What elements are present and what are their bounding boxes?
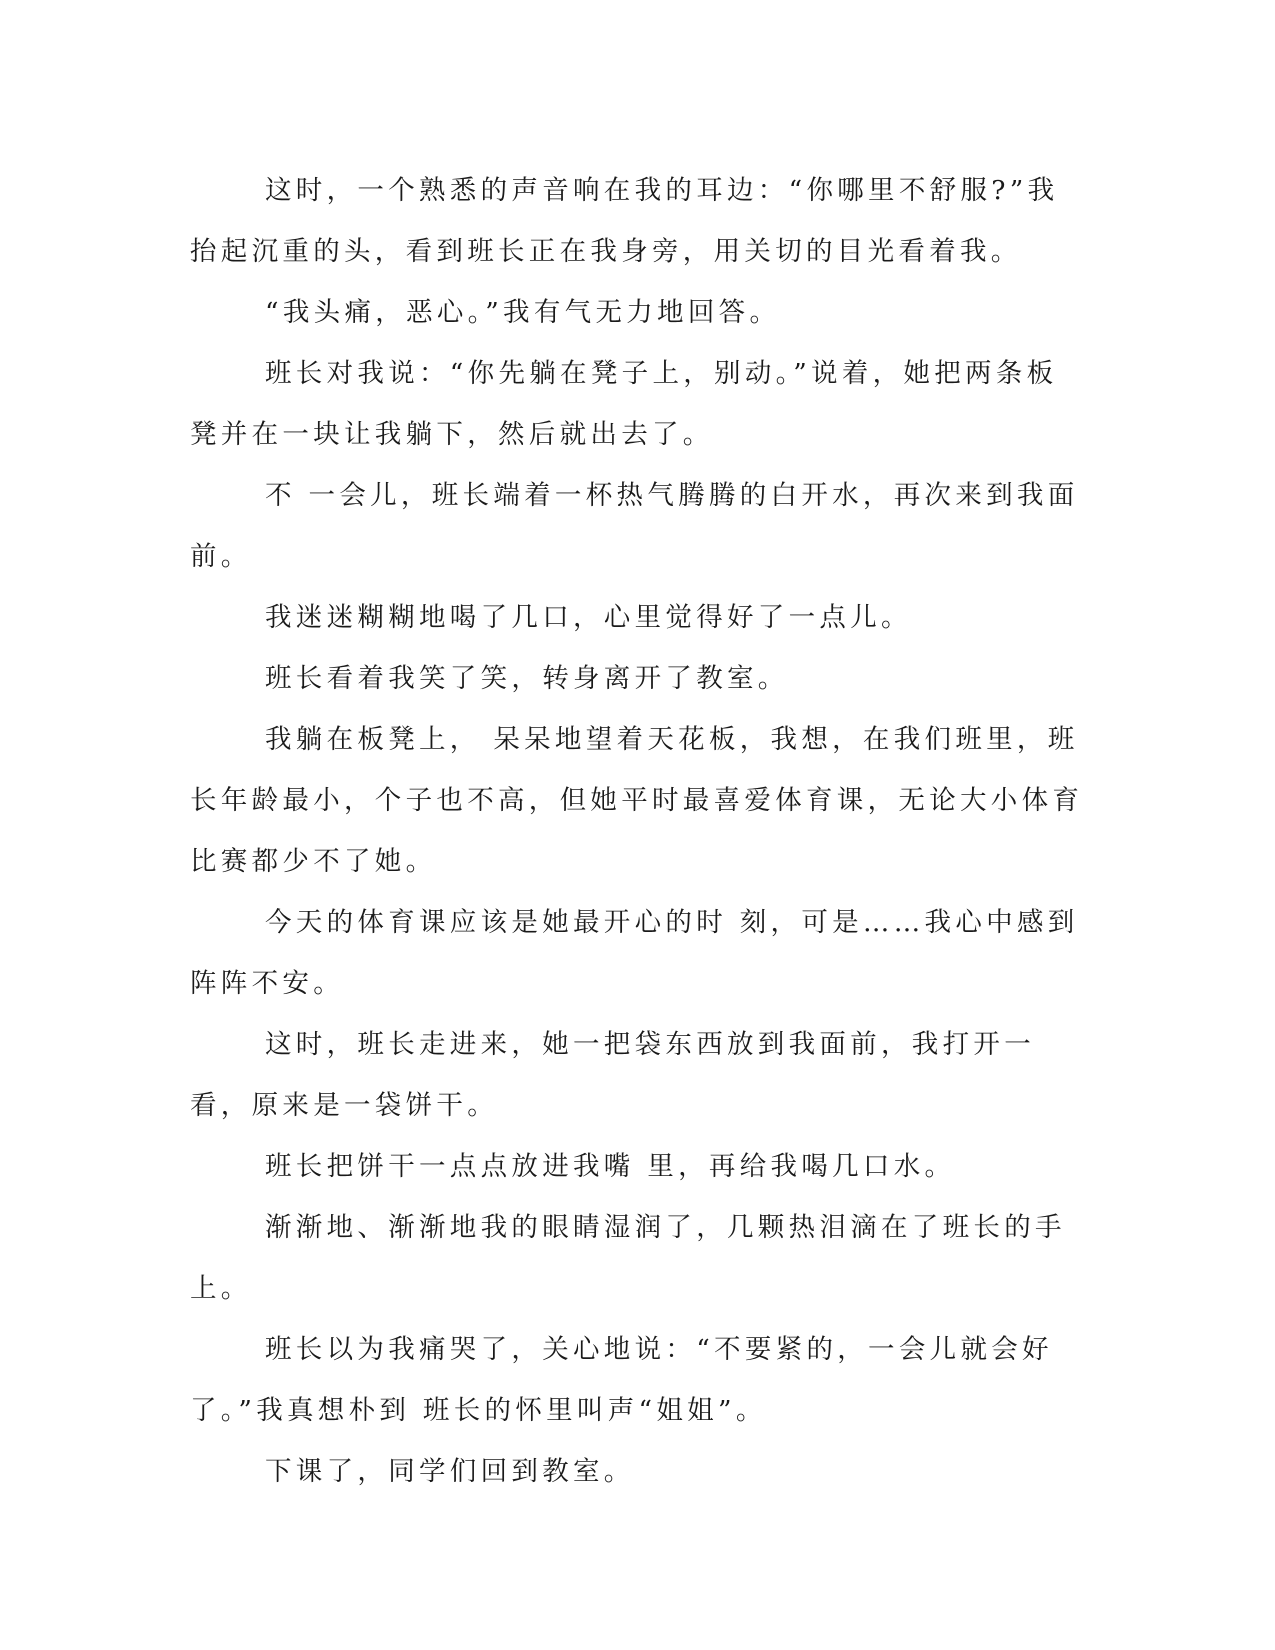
- paragraph: 渐渐地、渐渐地我的眼睛湿润了，几颗热泪滴在了班长的手上。: [190, 1212, 1066, 1304]
- paragraph: 今天的体育课应该是她最开心的时 刻，可是……我心中感到阵阵不安。: [190, 907, 1079, 999]
- paragraph: 这时，一个熟悉的声音响在我的耳边：“你哪里不舒服?”我抬起沉重的头，看到班长正在我身旁，用关切的目光看着我。: [190, 175, 1059, 267]
- paragraph: 班长以为我痛哭了，关心地说：“不要紧的，一会儿就会好了。”我真想朴到 班长的怀里叫声“姐姐”。: [190, 1334, 1053, 1426]
- paragraph: 不 一会儿，班长端着一杯热气腾腾的白开水，再次来到我面前。: [190, 480, 1079, 572]
- paragraph: 班长看着我笑了笑，转身离开了教室。: [265, 663, 789, 694]
- paragraph: 班长把饼干一点点放进我嘴 里，再给我喝几口水。: [265, 1151, 956, 1182]
- paragraph: 我躺在板凳上， 呆呆地望着天花板，我想，在我们班里，班长年龄最小，个子也不高，但她平时最喜爱体育课，无论大小体育比赛都少不了她。: [190, 724, 1084, 877]
- document-body: [190, 160, 1085, 1502]
- paragraph: 下课了，同学们回到教室。: [265, 1456, 635, 1487]
- paragraph: 这时，班长走进来，她一把袋东西放到我面前，我打开一看，原来是一袋饼干。: [190, 1029, 1035, 1121]
- paragraph: 我迷迷糊糊地喝了几口，心里觉得好了一点儿。: [265, 602, 912, 633]
- paragraph: “我头痛，恶心。”我有气无力地回答。: [265, 297, 781, 328]
- paragraph: 班长对我说：“你先躺在凳子上，别动。”说着，她把两条板凳并在一块让我躺下，然后就出去了。: [190, 358, 1058, 450]
